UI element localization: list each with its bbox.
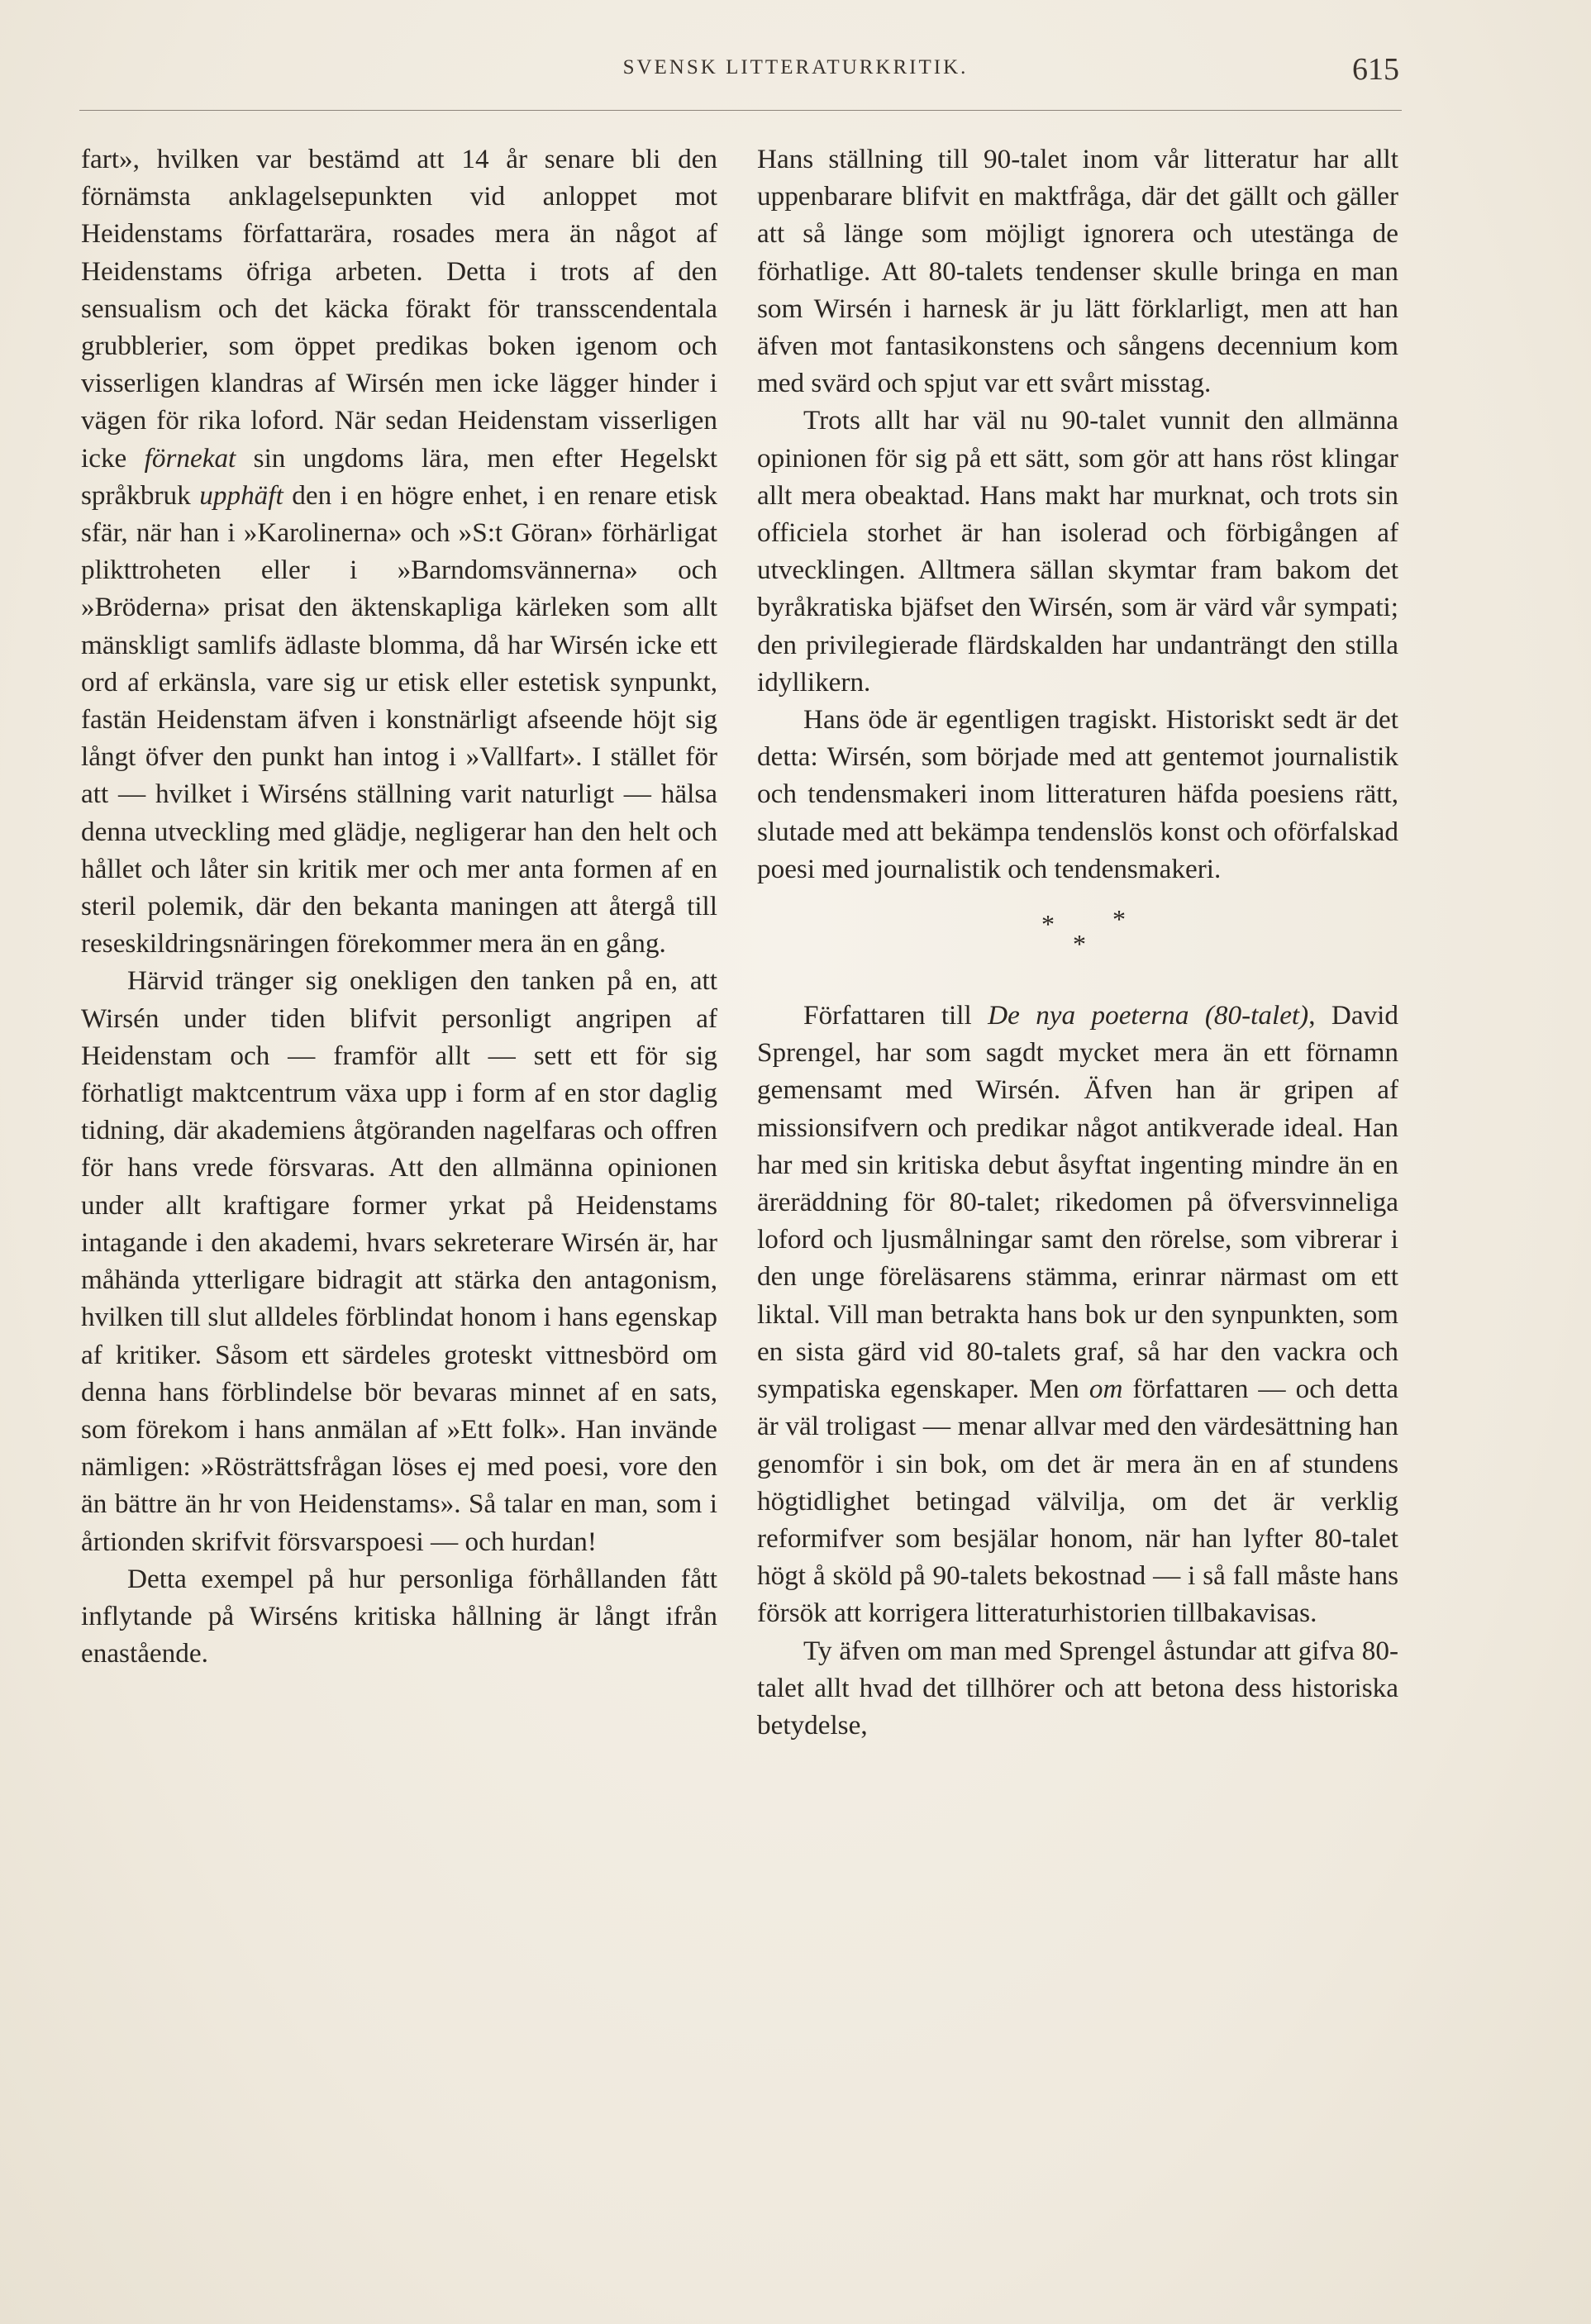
text-run: den i en högre enhet, i en renare etisk sfär, när han i »Karolinerna» och »S:t Göran» förhärligat plikttroheten eller i »Barndomsvännerna» och »Bröderna» prisat den äktenskapliga kärleken som allt mänskligt samlifs ädlaste blomma, då har Wirsén icke ett ord af erkänsla, vare sig ur etisk eller estetisk synpunkt, fastän Heidenstam äfven i konstnärligt afseende höjt sig långt öfver den punkt han intog i »Vallfart». I stället för att — hvilket i Wirséns ställning varit naturligt — hälsa denna utveckling med glädje, negligerar han den helt och hållet och låter sin kritik mer och mer anta formen af en steril polemik, där den bekanta maningen att återgå till reseskildringsnäringen förekommer mera än en gång. bbox=[81, 479, 717, 960]
paragraph: Härvid tränger sig onekligen den tanken på en, att Wirsén under tiden blifvit personligt angripen af Heidenstam och — framför allt — sett ett för sig förhatligt maktcentrum växa upp i form af en stor daglig tidning, där akademiens åtgöranden nagelfaras och offren för hans vrede försvaras. Att den allmänna opinionen under allt kraftigare former yrkat på Heidenstams intagande i den akademi, hvars sekreterare Wirsén är, har måhända ytterligare bidragit att stärka den antagonism, hvilken till slut alldeles förblindat honom i hans egenskap af kritiker. Såsom ett särdeles groteskt vittnesbörd om denna hans förblindelse bör bevaras minnet af en sats, som förekom i hans anmälan af »Ett folk». Han invände nämligen: »Rösträttsfrågan löses ej med poesi, vore den än bättre än hr von Heidenstams». Så talar en man, som i årtionden skrifvit försvarspoesi — och hurdan! bbox=[81, 965, 717, 1557]
asterisk: * bbox=[1041, 909, 1055, 940]
paragraph: Trots allt har väl nu 90-talet vunnit den allmänna opinionen för sig på ett sätt, som gör att hans röst klingar allt mera obeaktad. Hans makt har murknat, och trots sin officiela storhet är han isolerad och förbigången af utvecklingen. Alltmera sällan skymtar fram bakom det byråkratiska bjäfset den Wirsén, som är värd vår sympati; den privilegierade flärdskalden har undanträngt den stilla idyllikern. bbox=[757, 405, 1398, 698]
italic-text: De nya poeterna (80-talet) bbox=[988, 1000, 1309, 1031]
text-run: författaren — och detta är väl troligast — menar allvar med den värdesättning han genomför i sin bok, om det är mera än en af stundens högtidlighet betingad välvilja, om det är verklig reformifver som besjälar honom, när han lyfter 80-talet högt å sköld på 90-talets bekostnad — i så fall måste hans försök att korrigera litteraturhistorien tillbakavisas. bbox=[757, 1374, 1398, 1629]
paragraph bbox=[757, 997, 1398, 1631]
paragraph: Detta exempel på hur personliga förhållanden fått inflytande på Wirséns kritiska hållning är långt ifrån enastående. bbox=[81, 1563, 717, 1669]
italic-text: upphäft bbox=[199, 479, 283, 511]
paragraph: Hans ställning till 90-talet inom vår litteratur har allt uppenbarare blifvit en maktfråga, där det gällt och gäller att så länge som möjligt ignorera och utestänga de förhatlige. Att 80-talets tendenser skulle bringa en man som Wirsén i harnesk är ju lätt förklarligt, men att han äfven mot fantasikonstens och sångens decennium kom med svärd och spjut var ett svårt misstag. bbox=[757, 144, 1398, 399]
paragraph: Hans öde är egentligen tragiskt. Historiskt sedt är det detta: Wirsén, som började med att gentemot journalistik och tendensmakeri inom litteraturen häfda poesiens rätt, slutade med att bekämpa tendenslös konst och oförfalskad poesi med journalistik och tendensmakeri. bbox=[757, 704, 1398, 884]
running-title: SVENSK LITTERATURKRITIK. bbox=[622, 56, 969, 79]
asterisk: * bbox=[1073, 929, 1086, 960]
paragraph bbox=[81, 140, 717, 962]
italic-text: förnekat bbox=[144, 442, 236, 474]
text-run: sin ungdoms lära, men efter Hegelskt språkbruk bbox=[81, 442, 717, 511]
right-column bbox=[757, 140, 1398, 1744]
page-header bbox=[0, 51, 1591, 101]
paragraph: Ty äfven om man med Sprengel åstundar att gifva 80-talet allt hvad det tillhörer och att betona dess historiska betydelse, bbox=[757, 1635, 1398, 1741]
asterisk: * bbox=[1112, 904, 1126, 935]
section-break-asterism bbox=[757, 902, 1398, 993]
text-run: Författaren till bbox=[803, 1000, 988, 1031]
italic-text: om bbox=[1088, 1374, 1123, 1405]
text-run: fart», hvilken var bestämd att 14 år senare bli den förnämsta anklagelsepunkten vid anloppet mot Heidenstams författarära, rosades mera än något af Heidenstams öfriga arbeten. Detta i trots af den sensualism och det käcka förakt för transscendentala grubblerier, som öppet predikas boken igenom och visserligen klandras af Wirsén men icke lägger hinder i vägen för rika loford. När sedan Heidenstam visserligen icke bbox=[81, 144, 717, 474]
left-column bbox=[81, 140, 717, 1672]
page-number: 615 bbox=[1352, 52, 1399, 87]
text-run: , David Sprengel, har som sagdt mycket mera än ett förnamn gemensamt med Wirsén. Äfven han är gripen af missionsifvern och predikar något antikverade ideal. Han har med sin kritiska debut åsyftat ingenting mindre än en äreräddning för 80-talet; rikedomen på öfversvinneliga loford och ljusmålningar samt den rörelse, som vibrerar i den unge föreläsarens stämma, erinrar närmast om ett liktal. Vill man betrakta hans bok ur den synpunkten, som en sista gärd vid 80-talets graf, så har den vackra och sympatiska egenskaper. Men bbox=[757, 1000, 1398, 1405]
header-rule bbox=[79, 110, 1402, 111]
